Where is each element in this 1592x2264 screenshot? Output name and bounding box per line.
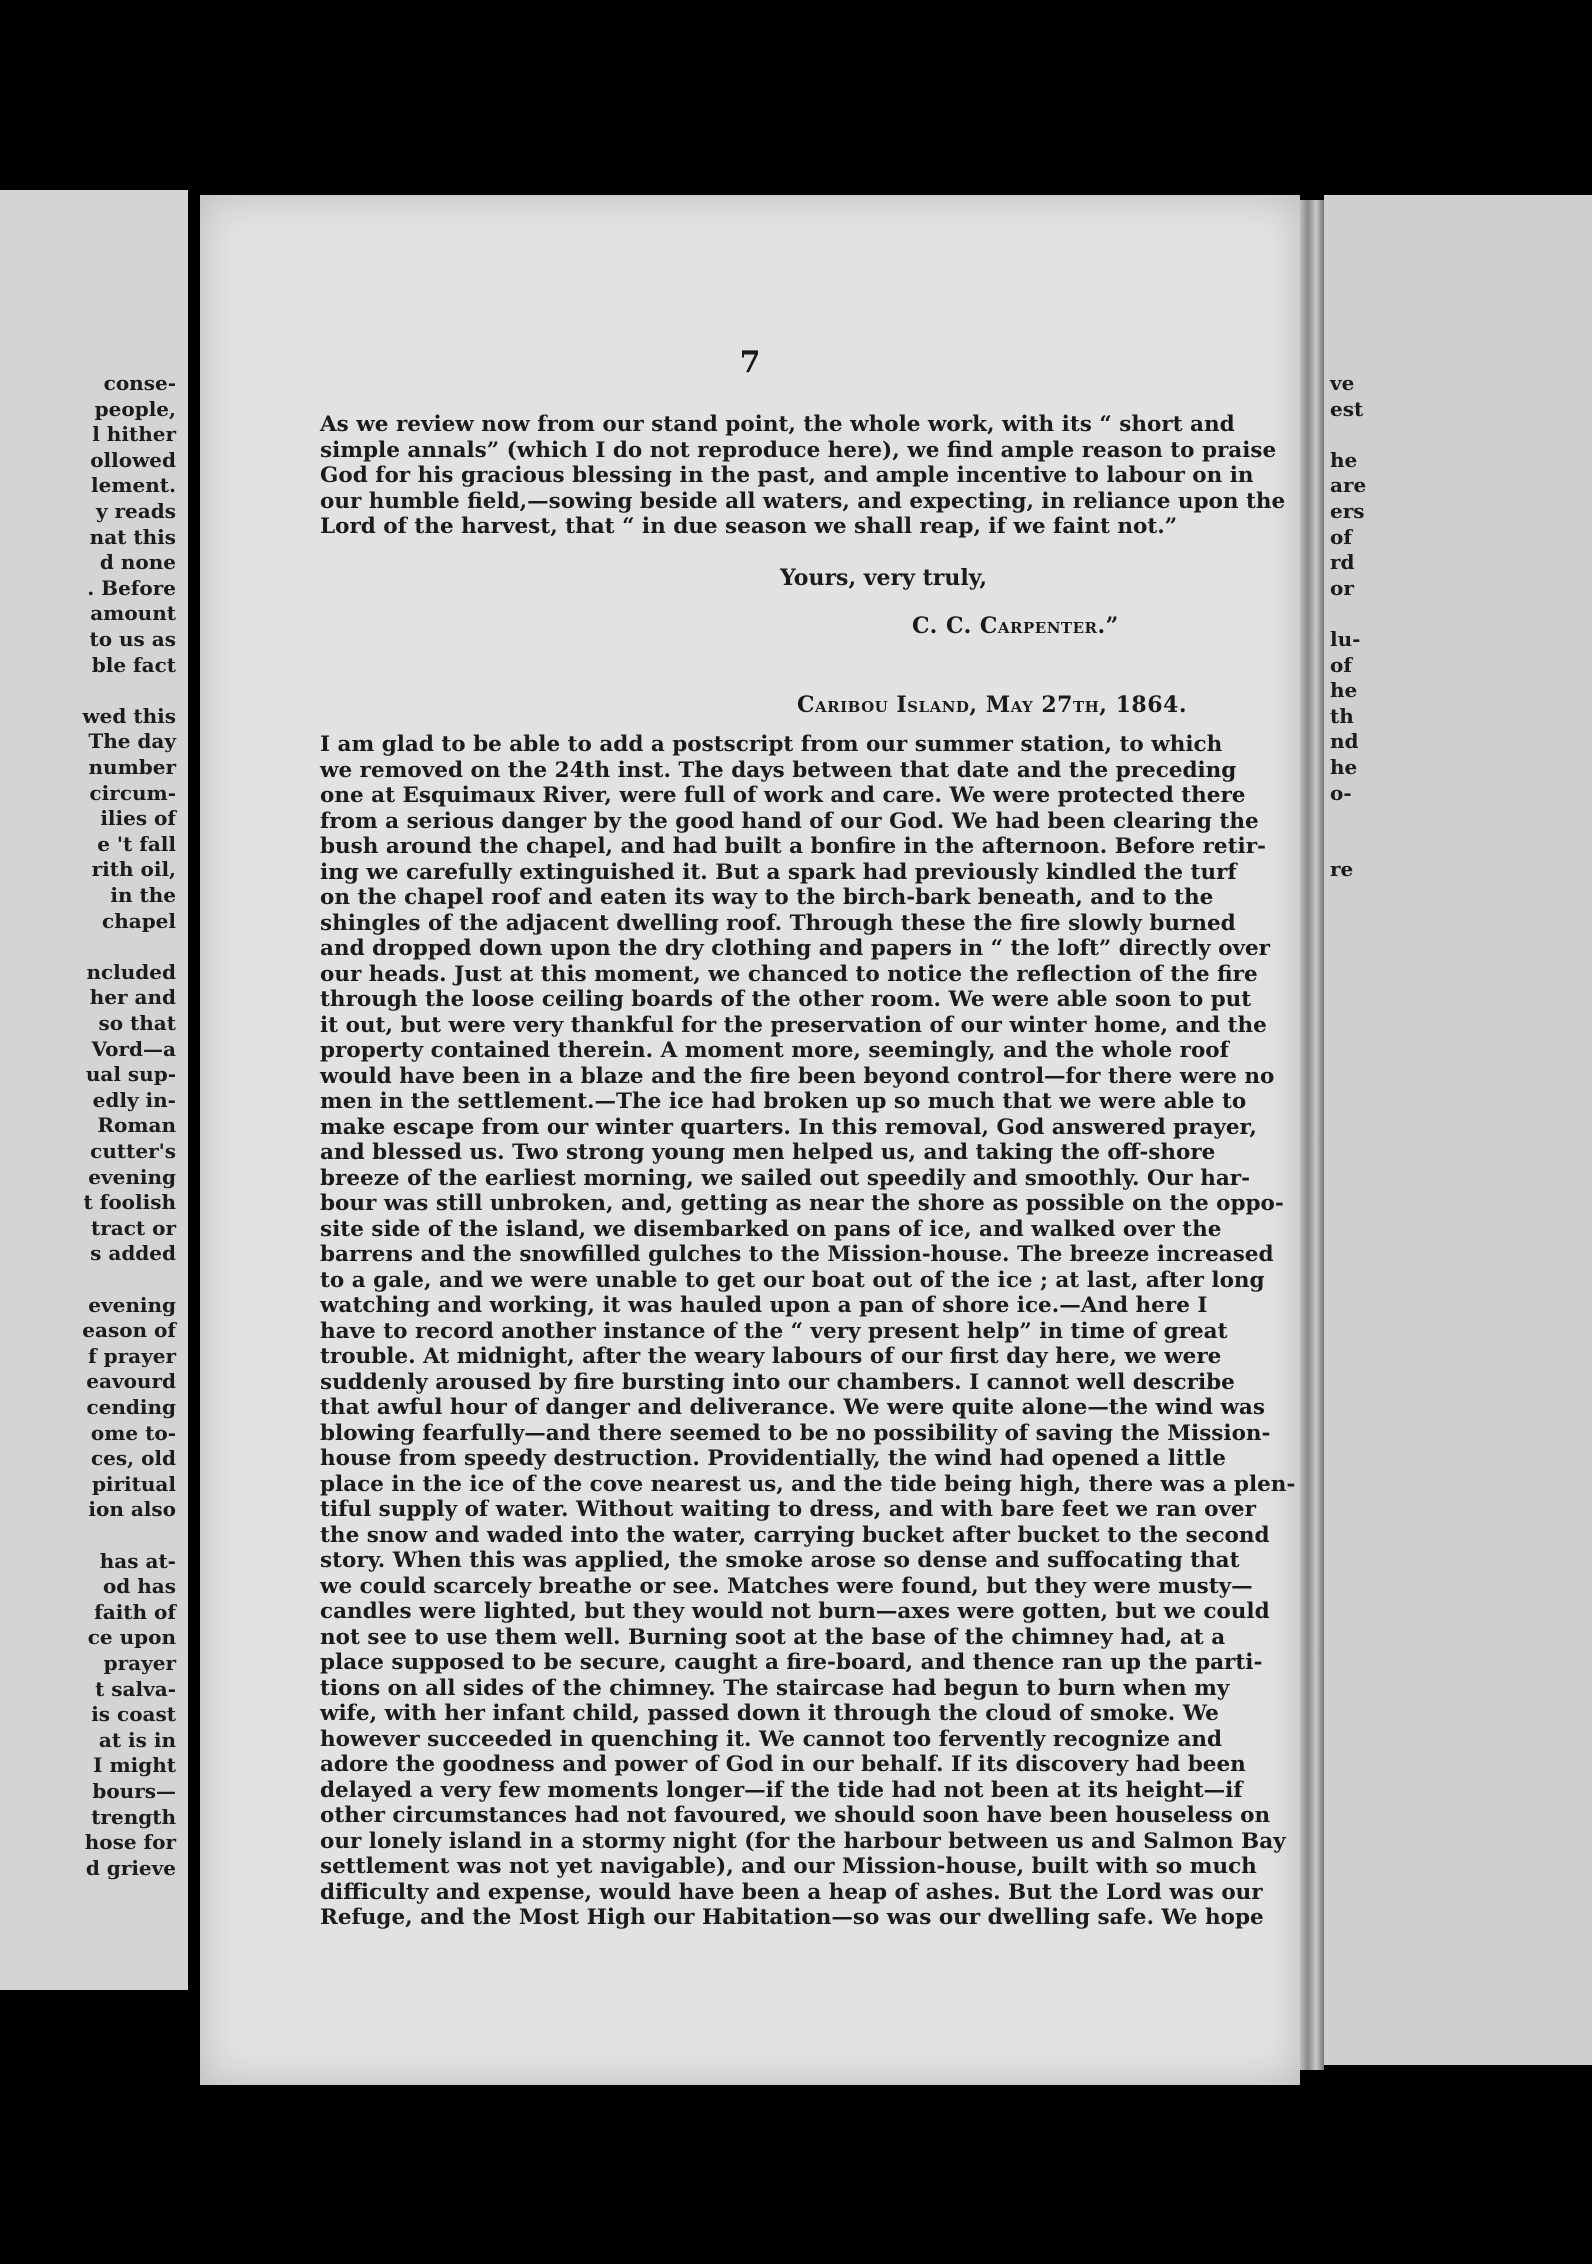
text-line: bush around the chapel, and had built a bonfire in the afternoon. Before retir- bbox=[320, 834, 1266, 859]
fragment-line: est bbox=[1330, 396, 1364, 421]
text-line: men in the settlement.—The ice had broken up so much that we were able to bbox=[320, 1089, 1247, 1114]
text-line: watching and working, it was hauled upon a pan of shore ice.—And here I bbox=[320, 1293, 1208, 1318]
text-line: our humble field,—sowing beside all waters, and expecting, in reliance upon the bbox=[320, 488, 1286, 514]
fragment-line: nat this bbox=[89, 524, 176, 549]
fragment-line: number bbox=[88, 755, 176, 779]
paragraph-closing-letter bbox=[320, 412, 1286, 540]
fragment-line: The day bbox=[88, 729, 176, 754]
text-line: As we review now from our stand point, the whole work, with its “ short and bbox=[320, 412, 1235, 437]
fragment-line: d grieve bbox=[85, 1855, 176, 1880]
text-line: story. When this was applied, the smoke arose so dense and suffocating that bbox=[320, 1548, 1240, 1573]
text-line: have to record another instance of the “ very present help” in time of great bbox=[320, 1318, 1228, 1344]
text-line: our heads. Just at this moment, we chanced to notice the reflection of the fire bbox=[320, 961, 1258, 987]
fragment-line: o- bbox=[1330, 780, 1352, 805]
fragment-line: ollowed bbox=[90, 447, 176, 472]
text-line: difficulty and expense, would have been a heap of ashes. But the Lord was our bbox=[320, 1879, 1263, 1905]
text-line: simple annals” (which I do not reproduce here), we find ample reason to praise bbox=[320, 437, 1277, 463]
fragment-line: to us as bbox=[89, 627, 176, 651]
text-line: our lonely island in a stormy night (for the harbour between us and Salmon Bay bbox=[320, 1828, 1286, 1854]
fragment-line: are bbox=[1330, 473, 1367, 498]
fragment-line: her and bbox=[89, 985, 176, 1010]
text-line: Lord of the harvest, that “ in due season we shall reap, if we faint not.” bbox=[320, 514, 1178, 539]
fragment-line: of bbox=[1330, 652, 1352, 677]
text-line: other circumstances had not favoured, we should soon have been houseless on bbox=[320, 1803, 1271, 1828]
text-line: we removed on the 24th inst. The days between that date and the preceding bbox=[320, 757, 1237, 783]
fragment-line: he bbox=[1330, 447, 1358, 472]
fragment-line: of bbox=[1330, 524, 1352, 549]
fragment-line: he bbox=[1330, 678, 1358, 703]
text-line: property contained therein. A moment more, seemingly, and the whole roof bbox=[320, 1038, 1229, 1063]
fragment-line: ers bbox=[1330, 499, 1365, 523]
closing-salutation: Yours, very truly, bbox=[780, 565, 988, 591]
signature: C. C. Carpenter.” bbox=[912, 613, 1119, 639]
fragment-line: bours— bbox=[92, 1779, 176, 1803]
fragment-line: ome to- bbox=[90, 1420, 176, 1445]
fragment-line: lu- bbox=[1330, 627, 1361, 651]
text-line: settlement was not yet navigable), and our Mission-house, built with so much bbox=[320, 1854, 1257, 1879]
paragraph-postscript bbox=[320, 732, 1296, 1931]
text-line: tiful supply of water. Without waiting to dress, and with bare feet we ran over bbox=[320, 1497, 1256, 1522]
text-line: from a serious danger by the good hand of our God. We had been clearing the bbox=[320, 808, 1259, 834]
text-line: suddenly aroused by fire bursting into our chambers. I cannot well describe bbox=[320, 1369, 1235, 1395]
fragment-line: prayer bbox=[103, 1651, 176, 1675]
text-line: one at Esquimaux River, were full of work and care. We were protected there bbox=[320, 783, 1246, 808]
fragment-line: piritual bbox=[91, 1471, 176, 1496]
fragment-line: edly in- bbox=[92, 1087, 176, 1112]
text-line: I am glad to be able to add a postscript from our summer station, to which bbox=[320, 732, 1223, 757]
page-gutter bbox=[188, 170, 200, 2070]
fragment-line: faith of bbox=[94, 1599, 176, 1624]
fragment-line: evening bbox=[88, 1292, 176, 1317]
fragment-line: l hither bbox=[92, 422, 176, 447]
fragment-line: ve bbox=[1330, 371, 1355, 395]
text-line: that awful hour of danger and deliverance. We were quite alone—the wind was bbox=[320, 1395, 1265, 1420]
dateline: Caribou Island, May 27th, 1864. bbox=[797, 692, 1188, 718]
text-line: Refuge, and the Most High our Habitation—so was our dwelling safe. We hope bbox=[320, 1905, 1264, 1930]
fragment-line: eavourd bbox=[86, 1369, 176, 1394]
text-line: delayed a very few moments longer—if the tide had not been at its height—if bbox=[320, 1777, 1243, 1803]
fragment-line: I might bbox=[93, 1753, 176, 1778]
text-line: not see to use them well. Burning soot at the base of the chimney had, at a bbox=[320, 1624, 1226, 1650]
text-line: it out, but were very thankful for the preservation of our winter home, and the bbox=[320, 1012, 1267, 1038]
fragment-line: has at- bbox=[99, 1548, 176, 1573]
text-line: and blessed us. Two strong young men helped us, and taking the off-shore bbox=[320, 1140, 1216, 1165]
fragment-line: hose for bbox=[84, 1830, 176, 1855]
fragment-line: lement. bbox=[91, 473, 176, 498]
text-line: blowing fearfully—and there seemed to be no possibility of saving the Mission- bbox=[320, 1420, 1271, 1446]
fragment-line: ces, old bbox=[90, 1446, 176, 1471]
fragment-line: in the bbox=[110, 883, 176, 907]
text-line: would have been in a blaze and the fire been beyond control—for there were no bbox=[320, 1063, 1275, 1089]
fragment-line: so that bbox=[98, 1011, 176, 1035]
right-page-fragment bbox=[1324, 195, 1592, 2065]
text-line: tions on all sides of the chimney. The staircase had begun to burn when my bbox=[320, 1675, 1230, 1701]
fragment-line: f prayer bbox=[88, 1343, 176, 1368]
fragment-line: trength bbox=[91, 1804, 176, 1829]
text-line: breeze of the earliest morning, we sailed out speedily and smoothly. Our har- bbox=[320, 1165, 1251, 1191]
fragment-line: nd bbox=[1330, 729, 1359, 754]
text-line: on the chapel roof and eaten its way to the birch-bark beneath, and to the bbox=[320, 885, 1214, 910]
fragment-line: ilies of bbox=[100, 806, 176, 831]
text-line: we could scarcely breathe or see. Matches were found, but they were musty— bbox=[320, 1573, 1253, 1599]
fragment-line: re bbox=[1330, 857, 1354, 882]
fragment-line: ce upon bbox=[87, 1625, 176, 1650]
fragment-line: evening bbox=[88, 1164, 176, 1189]
text-line: wife, with her infant child, passed down it through the cloud of smoke. We bbox=[320, 1701, 1219, 1726]
text-line: barrens and the snowfilled gulches to the Mission-house. The breeze increased bbox=[320, 1242, 1274, 1267]
text-line: trouble. At midnight, after the weary labours of our first day here, we were bbox=[320, 1344, 1222, 1369]
fragment-line: rith oil, bbox=[91, 857, 176, 882]
text-line: candles were lighted, but they would not burn—axes were gotten, but we could bbox=[320, 1599, 1270, 1624]
fragment-line: ion also bbox=[88, 1497, 176, 1522]
fragment-line: eason of bbox=[82, 1318, 176, 1343]
fragment-line: he bbox=[1330, 755, 1358, 779]
text-line: make escape from our winter quarters. In this removal, God answered prayer, bbox=[320, 1114, 1257, 1140]
fragment-line: y reads bbox=[95, 499, 176, 523]
fragment-line: circum- bbox=[89, 780, 176, 805]
text-line: bour was still unbroken, and, getting as near the shore as possible on the oppo- bbox=[320, 1191, 1284, 1216]
fragment-line: is coast bbox=[91, 1702, 176, 1727]
fragment-line: Vord—a bbox=[91, 1036, 176, 1061]
page bbox=[200, 195, 1300, 2085]
fragment-line: cutter's bbox=[90, 1139, 176, 1163]
fragment-line: or bbox=[1330, 575, 1354, 600]
fragment-line: chapel bbox=[102, 908, 176, 933]
text-line: the snow and waded into the water, carrying bucket after bucket to the second bbox=[320, 1522, 1270, 1548]
fragment-line: cending bbox=[86, 1395, 176, 1419]
fragment-line: d none bbox=[99, 550, 176, 575]
fragment-line: tract or bbox=[91, 1215, 176, 1240]
text-line: place in the ice of the cove nearest us, and the tide being high, there was a plen- bbox=[320, 1471, 1296, 1497]
left-page-fragment bbox=[0, 190, 188, 1990]
page-edge bbox=[1300, 200, 1324, 2070]
text-line: God for his gracious blessing in the past, and ample incentive to labour on in bbox=[320, 463, 1254, 488]
text-line: shingles of the adjacent dwelling roof. Through these the fire slowly burned bbox=[320, 910, 1236, 936]
fragment-line: ual sup- bbox=[85, 1062, 176, 1087]
fragment-line: amount bbox=[90, 601, 176, 626]
fragment-line: e 't fall bbox=[97, 831, 176, 856]
text-line: ing we carefully extinguished it. But a spark had previously kindled the turf bbox=[320, 859, 1237, 885]
text-line: house from speedy destruction. Providentially, the wind had opened a little bbox=[320, 1446, 1226, 1471]
fragment-line: th bbox=[1330, 703, 1354, 728]
fragment-line: conse- bbox=[103, 371, 176, 395]
text-line: place supposed to be secure, caught a fire-board, and thence ran up the parti- bbox=[320, 1650, 1263, 1675]
fragment-line: at is in bbox=[98, 1727, 176, 1752]
text-line: through the loose ceiling boards of the other room. We were able soon to put bbox=[320, 987, 1252, 1012]
fragment-line: ble fact bbox=[91, 652, 176, 677]
fragment-line: . Before bbox=[87, 575, 176, 600]
fragment-line: people, bbox=[94, 396, 176, 421]
text-line: however succeeded in quenching it. We cannot too fervently recognize and bbox=[320, 1726, 1223, 1752]
fragment-line: od has bbox=[102, 1574, 176, 1599]
fragment-line: ncluded bbox=[86, 959, 176, 984]
text-line: to a gale, and we were unable to get our boat out of the ice ; at last, after long bbox=[320, 1267, 1265, 1293]
fragment-line: wed this bbox=[82, 703, 176, 728]
fragment-line: rd bbox=[1330, 550, 1355, 575]
page-number: 7 bbox=[739, 345, 761, 380]
text-line: and dropped down upon the dry clothing and papers in “ the loft” directly over bbox=[320, 936, 1270, 961]
fragment-line: t foolish bbox=[83, 1190, 176, 1215]
fragment-line: t salva- bbox=[95, 1676, 176, 1701]
fragment-line: s added bbox=[90, 1241, 176, 1266]
text-line: adore the goodness and power of God in our behalf. If its discovery had been bbox=[320, 1752, 1246, 1777]
fragment-line: Roman bbox=[97, 1113, 176, 1138]
text-line: site side of the island, we disembarked on pans of ice, and walked over the bbox=[320, 1216, 1222, 1242]
